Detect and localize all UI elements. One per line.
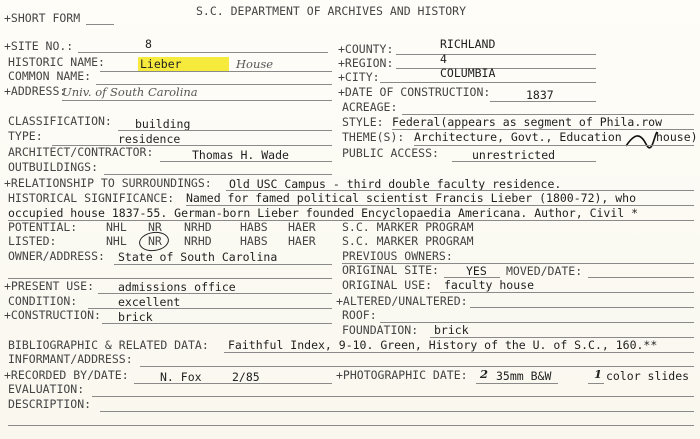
description-label: DESCRIPTION:: [8, 397, 92, 411]
type-value: residence: [118, 132, 181, 146]
potential-marker: S.C. MARKER PROGRAM: [342, 220, 474, 234]
listed-nrhd: NRHD: [184, 234, 212, 248]
photo-color-label: color slides: [606, 369, 690, 383]
recorded-date-value: 2/85: [232, 370, 260, 384]
outbuildings-label: OUTBUILDINGS:: [8, 160, 99, 174]
evaluation-label: EVALUATION:: [8, 382, 85, 396]
roof-label: ROOF:: [342, 308, 377, 322]
condition-label: CONDITION:: [8, 294, 78, 308]
potential-label: POTENTIAL:: [8, 220, 78, 234]
architect-label: ARCHITECT/CONTRACTOR:: [8, 145, 154, 159]
foundation-label: FOUNDATION:: [342, 323, 419, 337]
city-value: COLUMBIA: [440, 66, 496, 80]
construction-label: +CONSTRUCTION:: [4, 308, 101, 322]
type-label: TYPE:: [8, 129, 43, 143]
foundation-value: brick: [434, 323, 469, 337]
date-label: +DATE OF CONSTRUCTION:: [338, 85, 491, 99]
recorded-by-value: N. Fox: [160, 370, 202, 384]
public-access-value: unrestricted: [472, 148, 556, 162]
theme-label: THEME(S):: [342, 130, 405, 144]
region-label: +REGION:: [338, 56, 394, 70]
historic-name-highlight: Lieber: [140, 57, 182, 71]
condition-value: excellent: [118, 295, 181, 309]
significance-line-1: Named for famed political scientist Francis Lieber (1800-72), who: [186, 191, 637, 205]
original-site-label: ORIGINAL SITE:: [342, 263, 439, 277]
owner-value: State of South Carolina: [118, 250, 278, 264]
site-no-value: 8: [145, 37, 152, 51]
listed-label: LISTED:: [8, 234, 57, 248]
date-value: 1837: [526, 88, 554, 102]
original-use-label: ORIGINAL USE:: [342, 278, 433, 292]
original-use-value: faculty house: [444, 278, 535, 292]
listed-habs: HABS: [240, 234, 268, 248]
significance-line-2: occupied house 1837-55. German-born Lieber founded Encyclopaedia Americana. Author, Civil *: [8, 206, 639, 220]
classification-label: CLASSIFICATION:: [8, 114, 112, 128]
bibliographic-value: Faithful Index, 9-10. Green, History of the U. of S.C., 160.**: [228, 338, 658, 352]
common-name-label: COMMON NAME:: [8, 69, 92, 83]
listed-nhl: NHL: [106, 234, 127, 248]
theme-value: Architecture, Govt., Education: [414, 130, 622, 144]
moved-date-label: MOVED/DATE:: [506, 264, 583, 278]
potential-nrhd: NRHD: [184, 220, 212, 234]
short-form-label: +SHORT FORM: [4, 11, 81, 25]
architect-value: Thomas H. Wade: [192, 148, 289, 162]
public-access-label: PUBLIC ACCESS:: [342, 146, 439, 160]
construction-value: brick: [118, 310, 153, 324]
style-value: Federal(appears as segment of Phila.row: [392, 115, 663, 129]
owner-label: OWNER/ADDRESS:: [8, 249, 105, 263]
photo-color-count-handwritten: 1: [594, 367, 603, 381]
photo-bw-label: 35mm B&W: [496, 369, 552, 383]
historic-name-handwritten: House: [236, 57, 274, 71]
historic-name-value: [138, 58, 273, 71]
potential-nr: NR: [148, 220, 162, 234]
informant-label: INFORMANT/ADDRESS:: [8, 352, 133, 366]
listed-nr: NR: [148, 234, 162, 248]
county-value: RICHLAND: [440, 37, 496, 51]
potential-haer: HAER: [288, 220, 316, 234]
historic-name-label: HISTORIC NAME:: [8, 55, 105, 69]
present-use-value: admissions office: [118, 280, 236, 294]
classification-value: building: [135, 117, 191, 131]
address-handwritten: Univ. of South Carolina: [62, 85, 198, 99]
theme-pen-stroke-icon: [624, 128, 658, 150]
photographic-date-label: +PHOTOGRAPHIC DATE:: [336, 368, 468, 382]
style-label: STYLE:: [342, 115, 384, 129]
site-no-label: +SITE NO.:: [4, 39, 74, 53]
page-title: S.C. DEPARTMENT OF ARCHIVES AND HISTORY: [196, 4, 467, 18]
county-label: +COUNTY:: [338, 42, 394, 56]
listed-haer: HAER: [288, 234, 316, 248]
bibliographic-label: BIBLIOGRAPHIC & RELATED DATA:: [8, 338, 209, 352]
address-label: +ADDRESS:: [4, 84, 67, 98]
city-label: +CITY:: [338, 70, 380, 84]
recorded-by-label: +RECORDED BY/DATE:: [4, 368, 129, 382]
theme-extra: house): [656, 130, 698, 144]
relationship-value: Old USC Campus - third double faculty residence.: [229, 177, 562, 191]
relationship-label: +RELATIONSHIP TO SURROUNDINGS:: [4, 176, 212, 190]
acreage-label: ACREAGE:: [342, 100, 398, 114]
previous-owners-label: PREVIOUS OWNERS:: [342, 249, 453, 263]
photo-count-handwritten: 2: [480, 367, 489, 381]
potential-nhl: NHL: [106, 220, 127, 234]
listed-marker: S.C. MARKER PROGRAM: [342, 234, 474, 248]
present-use-label: +PRESENT USE:: [4, 279, 95, 293]
significance-label: HISTORICAL SIGNIFICANCE:: [8, 191, 175, 205]
potential-habs: HABS: [240, 220, 268, 234]
region-value: 4: [440, 52, 447, 66]
original-site-value: YES: [466, 264, 487, 278]
altered-label: +ALTERED/UNALTERED:: [336, 294, 468, 308]
